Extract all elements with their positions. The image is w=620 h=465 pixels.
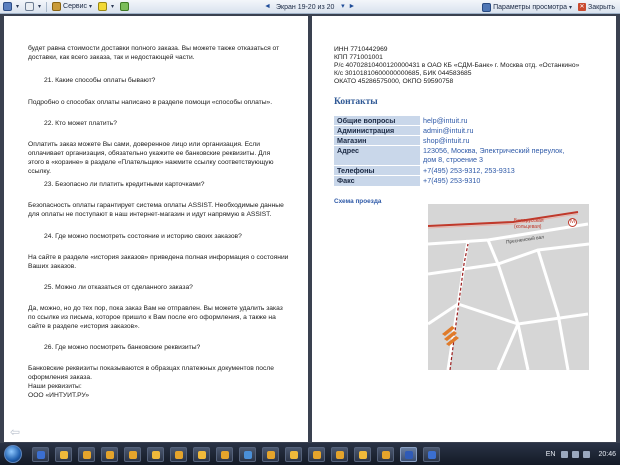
screen-dropdown-icon[interactable]: ▾ [341,3,345,10]
folder-icon [129,451,137,459]
body-text-line: Безопасность оплаты гарантирует система оплаты ASSIST. Необходимые данные [28,202,284,209]
taskbar-app-button[interactable] [239,447,256,462]
word-icon [405,451,413,459]
taskbar-app-button[interactable] [55,447,72,462]
body-text-line: Банковские реквизиты показываются в образцах платежных документов после [28,365,274,372]
start-button[interactable] [4,445,22,463]
right-page [312,16,616,442]
body-text-line: Ваших заказов. [28,263,77,270]
faq-question: 23. Безопасно ли платить кредитными карточками? [44,181,205,188]
taskbar-app-button[interactable] [32,447,49,462]
table-row [334,176,588,186]
tools-menu-label: Сервис [63,3,88,10]
language-indicator[interactable]: EN [545,450,556,458]
folder-icon [106,451,114,459]
folder-icon [336,451,344,459]
body-text-line: ООО «ИНТУИТ.РУ» [28,392,90,399]
save-icon [3,2,12,11]
body-text-line: На сайте в разделе «история заказов» приведена полная информация о состоянии [28,254,289,261]
body-text-line: доставки, как всего заказа, так и недостающей части. [28,54,195,61]
body-text-line: сайте в разделе «история заказов». [28,323,140,330]
clock[interactable]: 20:46 [598,450,616,458]
tools-icon [52,2,61,11]
folder-icon [221,451,229,459]
contact-label: Факс [334,176,420,186]
save-button[interactable] [0,1,22,13]
folder-icon [267,451,275,459]
back-arrow-icon[interactable]: ⇦ [10,425,21,439]
chevron-down-icon: ▾ [38,4,42,10]
highlight-button[interactable] [95,1,117,13]
directions-link[interactable]: Схема проезда [334,198,382,205]
taskbar-app-button[interactable] [124,447,141,462]
contact-label: Адрес [334,146,420,166]
contact-email-link[interactable]: shop@intuit.ru [420,136,588,146]
metro-station-label [514,218,544,230]
folder-icon [175,451,183,459]
faq-question: 25. Можно ли отказаться от сделанного заказа? [44,284,193,291]
taskbar [0,443,620,465]
requisite-line: ИНН 7710442969 [334,46,388,53]
comment-button[interactable] [117,1,134,13]
view-options-icon [482,3,491,12]
contact-label: Администрация [334,126,420,136]
taskbar-app-button[interactable] [101,447,118,462]
requisite-line: Р/с 40702810400120000431 в ОАО КБ «СДМ-Банк» г. Москва отд. «Останкино» [334,62,580,69]
body-text-line: оплачивает организация, обязательно укажите ее банковские реквизиты. Для [28,150,271,157]
close-label: Закрыть [588,3,615,11]
screen-selector[interactable]: Экран 19-20 из 20 [276,3,335,11]
previous-screen-button[interactable]: ◄ [264,3,271,10]
taskbar-app-button[interactable] [423,447,440,462]
body-text-line: Наши реквизиты: [28,383,82,390]
body-text-line: Оплатить заказ можете Вы сами, доверенное лицо или организация. Если [28,141,261,148]
taskbar-app-button[interactable] [308,447,325,462]
taskbar-app-button[interactable] [377,447,394,462]
view-options-label: Параметры просмотра [493,3,568,11]
taskbar-app-button[interactable] [147,447,164,462]
chevron-down-icon: ▾ [569,4,573,11]
page-navigation [263,1,356,13]
folder-icon [83,451,91,459]
contact-phone: +7(495) 253-9312, 253-9313 [420,166,588,176]
left-page [4,16,308,442]
reading-toolbar [0,0,620,14]
taskbar-app-button[interactable] [78,447,95,462]
folder-icon [198,451,206,459]
taskbar-app-button[interactable] [354,447,371,462]
body-text-line: по ссылке из письма, которое пришло к Вам после его оформления, а также на [28,314,276,321]
folder-icon [60,451,68,459]
body-text-line: Да, можно, но до тех пор, пока заказ Вам не отправлен. Вы можете удалить заказ [28,305,283,312]
folder-icon [313,451,321,459]
location-map [428,204,589,370]
print-button[interactable] [22,1,44,13]
street-label: Пресненский вал [505,235,545,246]
contact-label: Телефоны [334,166,420,176]
taskbar-app-button[interactable] [262,447,279,462]
next-screen-button[interactable]: ► [348,3,356,10]
table-row [334,146,588,166]
taskbar-buttons [32,447,446,462]
body-text-line: для оплаты не поступают в наш интернет-магазин и идут напрямую в ASSIST. [28,211,272,218]
highlighter-icon [98,2,107,11]
table-row [334,136,588,146]
chevron-down-icon: ▾ [111,4,115,10]
contact-label: Общие вопросы [334,116,420,126]
close-icon: ✕ [579,4,585,10]
table-row [334,166,588,176]
print-icon [25,2,34,11]
taskbar-word-button[interactable] [400,447,417,462]
folder-icon [382,451,390,459]
map-roads [428,204,589,370]
faq-question: 22. Кто может платить? [44,120,117,127]
body-text-line: будет равна стоимости доставки полного заказа. Вы можете также отказаться от [28,45,280,52]
faq-question: 24. Где можно посмотреть состояние и историю своих заказов? [44,233,242,240]
toolbar-right [479,1,618,13]
taskbar-app-button[interactable] [331,447,348,462]
faq-question: 21. Какие способы оплаты бывают? [44,77,156,84]
contact-email-link[interactable]: admin@intuit.ru [420,126,588,136]
taskbar-app-button[interactable] [285,447,302,462]
app-icon [428,451,436,459]
tray-icon[interactable] [583,451,590,458]
metro-station-name: Белорусская [514,218,544,224]
contact-address [420,146,588,166]
view-options-button[interactable] [479,1,575,13]
chevron-down-icon: ▾ [89,4,93,10]
contacts-heading: Контакты [334,97,378,107]
contact-label: Магазин [334,136,420,146]
comment-icon [120,2,129,11]
taskbar-app-button[interactable] [216,447,233,462]
requisite-line: КПП 771001001 [334,54,383,61]
requisite-line: ОКАТО 45286575000, ОКПО 59590758 [334,78,454,85]
volume-icon[interactable] [572,451,579,458]
close-button[interactable] [575,1,618,13]
toolbar-divider [46,2,47,12]
taskbar-app-button[interactable] [170,447,187,462]
app-icon [244,451,252,459]
contact-fax: +7(495) 253-9310 [420,176,588,186]
body-text-line: оформления заказа. [28,374,92,381]
app-icon [37,451,45,459]
folder-icon [359,451,367,459]
address-line: дом 8, строение 3 [423,155,483,164]
system-tray [546,443,616,465]
tools-menu[interactable] [49,1,95,13]
contact-email-link[interactable]: help@intuit.ru [420,116,588,126]
address-line: 123056, Москва, Электрический переулок, [423,146,565,155]
body-text-line: этого в «корзине» в разделе «Плательщик» нажмите ссылку соответствующую ссылку. [28,159,274,175]
contacts-table [334,115,588,186]
faq-question: 26. Где можно посмотреть банковские реквизиты? [44,344,201,351]
table-row [334,116,588,126]
folder-icon [152,451,160,459]
table-row [334,126,588,136]
requisite-line: К/с 30101810600000000685, БИК 044583685 [334,70,472,77]
metro-icon: М [570,219,575,225]
folder-icon [290,451,298,459]
taskbar-app-button[interactable] [193,447,210,462]
metro-line-name: (кольцевая) [514,224,542,230]
body-text-line: Подробно о способах оплаты написано в разделе помощи «способы оплаты». [28,99,273,106]
network-icon[interactable] [561,451,568,458]
chevron-down-icon: ▾ [16,4,20,10]
